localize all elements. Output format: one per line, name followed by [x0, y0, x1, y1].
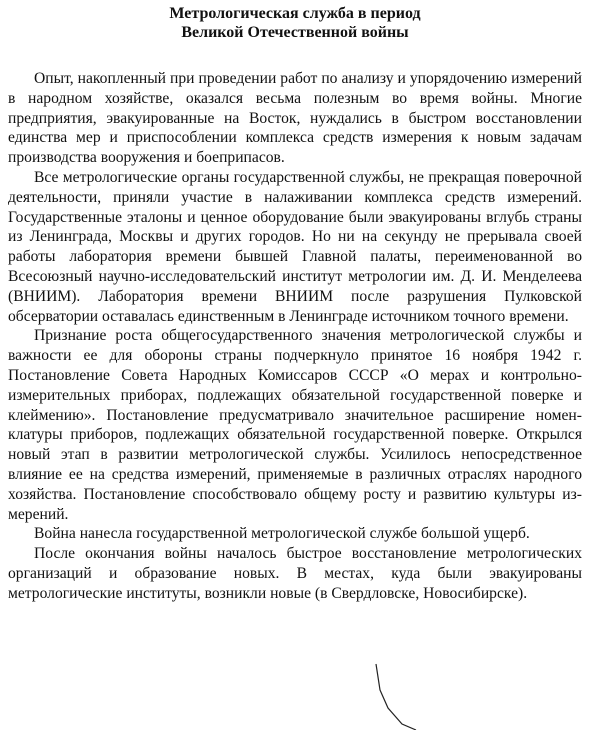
title-line-2: Великой Отечественной войны [181, 24, 409, 41]
body-text [8, 69, 582, 604]
paragraph-5: После окончания войны началось быстрое восстановление метрологических организаций и образование новых. В местах, куда были эвакуированы метрологические институты, возникли новые (в Свердловске, Новосибирске). [8, 545, 582, 602]
paragraph-4: Война нанесла государственной метрологической службе большой ущерб. [34, 525, 530, 543]
paragraph-1: Опыт, накопленный при проведении работ по анализу и упорядочению измерений в народном хозяйстве, оказался весьма полезным во время войны. Многие предприятия, эвакуированные на Восток, нуждались в быстром восстановлении единства мер и приспособлении комплекса средств измерения к новым задачам производства вооружения и боеприпасов. [8, 70, 582, 167]
paragraph-3: Признание роста общегосударственного значения метрологической службы и важности ее для обороны страны подчеркнуло принятое 16 ноября 1942 г. Постановление Совета Народных Комиссаров СССР «О мерах и контрольно-измерительных приборах, подлежащих обязательной государственной поверке и клеймению». Постановление предусматривало значительное расширение номенклатуры приборов, подлежащих обязательной государственной поверке. Открылся новый этап в развитии метрологической службы. Усилилось непосредственное влияние ее на средства измерений, применяемые в различных отраслях народного хозяйства. Постановление способствовало общему росту и развитию культуры измерений. [8, 327, 582, 523]
title-line-1: Метрологическая служба в период [169, 5, 421, 22]
paragraph-2: Все метрологические органы государственной службы, не прекращая поверочной деятельности, приняли участие в налаживании комплекса средств измерений. Государственные эталоны и ценное оборудование были эвакуированы вглубь страны из Ленинграда, Москвы и других городов. Но ни на секунду не прерывала своей работы лаборатория времени бывшей Главной палаты, переименованной во Всесоюзный научно-исследовательский институт метрологии им. Д. И. Менделеева (ВНИИМ). Лаборатория времени ВНИИМ после разрушения Пулковской обсерватории оставалась единственным в Ленинграде источником точного времени. [8, 168, 582, 325]
page-title [0, 4, 590, 42]
pen-stroke [376, 664, 416, 730]
